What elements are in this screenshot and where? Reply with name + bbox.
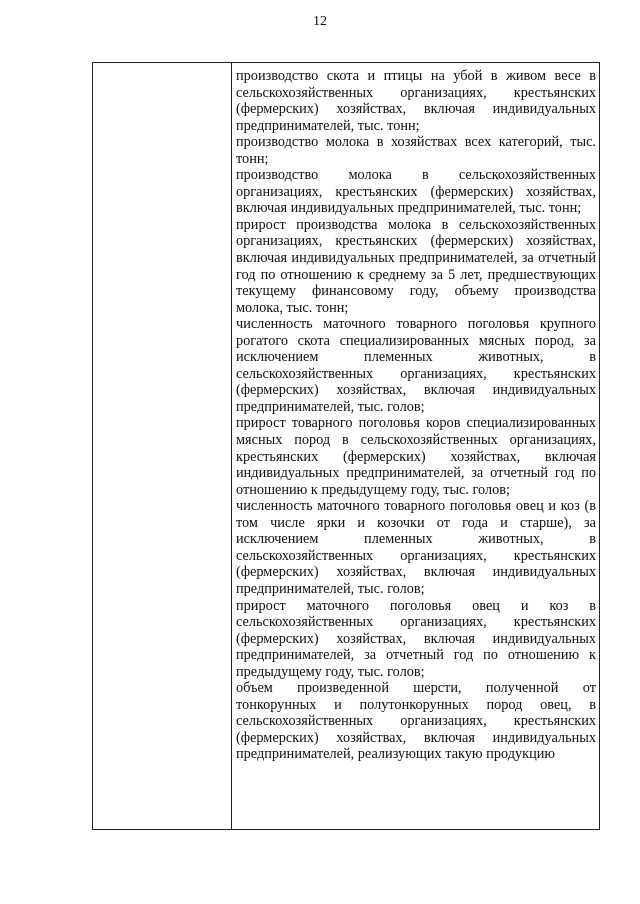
table-right-cell [232,63,599,829]
indicator-livestock-slaughter: производство скота и птицы на убой в живом весе в сельскохозяйственных организациях, крестьянских (фермерских) хозяйствах, включая индивидуальных предпринимателей, тыс. тонн; [236,68,596,134]
indicator-sheep-goats-growth: прирост маточного поголовья овец и коз в сельскохозяйственных организациях, крестьянских (фермерских) хозяйствах, включая индивидуальных предпринимателей, за отчетный год по отношению к предыдущему году, тыс. голов; [236,597,596,680]
indicator-milk-growth: прирост производства молока в сельскохозяйственных организациях, крестьянских (фермерских) хозяйствах, включая индивидуальных предпринимателей, за отчетный год по отношению к среднему за 5 лет, предшествующих текущему финансовому году, объему производства молока, тыс. тонн; [236,216,596,316]
indicator-wool-volume: объем произведенной шерсти, полученной от тонкорунных и полутонкорунных пород овец, в сельскохозяйственных организациях, крестьянских (фермерских) хозяйствах, включая индивидуальных предпринимателей, реализующих такую продукцию [236,680,596,763]
indicator-beef-cattle-count: численность маточного товарного поголовья крупного рогатого скота специализированных мясных пород, за исключением племенных животных, в сельскохозяйственных организациях, крестьянских (фермерских) хозяйствах, включая индивидуальных предпринимателей, тыс. голов; [236,316,596,415]
page-number: 12 [313,14,327,29]
indicator-milk-organizations: производство молока в сельскохозяйственных организациях, крестьянских (фермерских) хозяйствах, включая индивидуальных предпринимателей, тыс. тонн; [236,167,596,217]
indicator-milk-all-categories: производство молока в хозяйствах всех категорий, тыс. тонн; [236,134,596,167]
indicator-sheep-goats-count: численность маточного товарного поголовья овец и коз (в том числе ярки и козочки от года и старше), за исключением племенных животных, в сельскохозяйственных организациях, крестьянских (фермерских) хозяйствах, включая индивидуальных предпринимателей, тыс. голов; [236,498,596,597]
indicator-table [92,62,600,830]
indicator-beef-cows-growth: прирост товарного поголовья коров специализированных мясных пород в сельскохозяйственных организациях, крестьянских (фермерских) хозяйствах, включая индивидуальных предпринимателей, за отчетный год по отношению к предыдущему году, тыс. голов; [236,415,596,498]
table-left-cell [93,63,232,829]
